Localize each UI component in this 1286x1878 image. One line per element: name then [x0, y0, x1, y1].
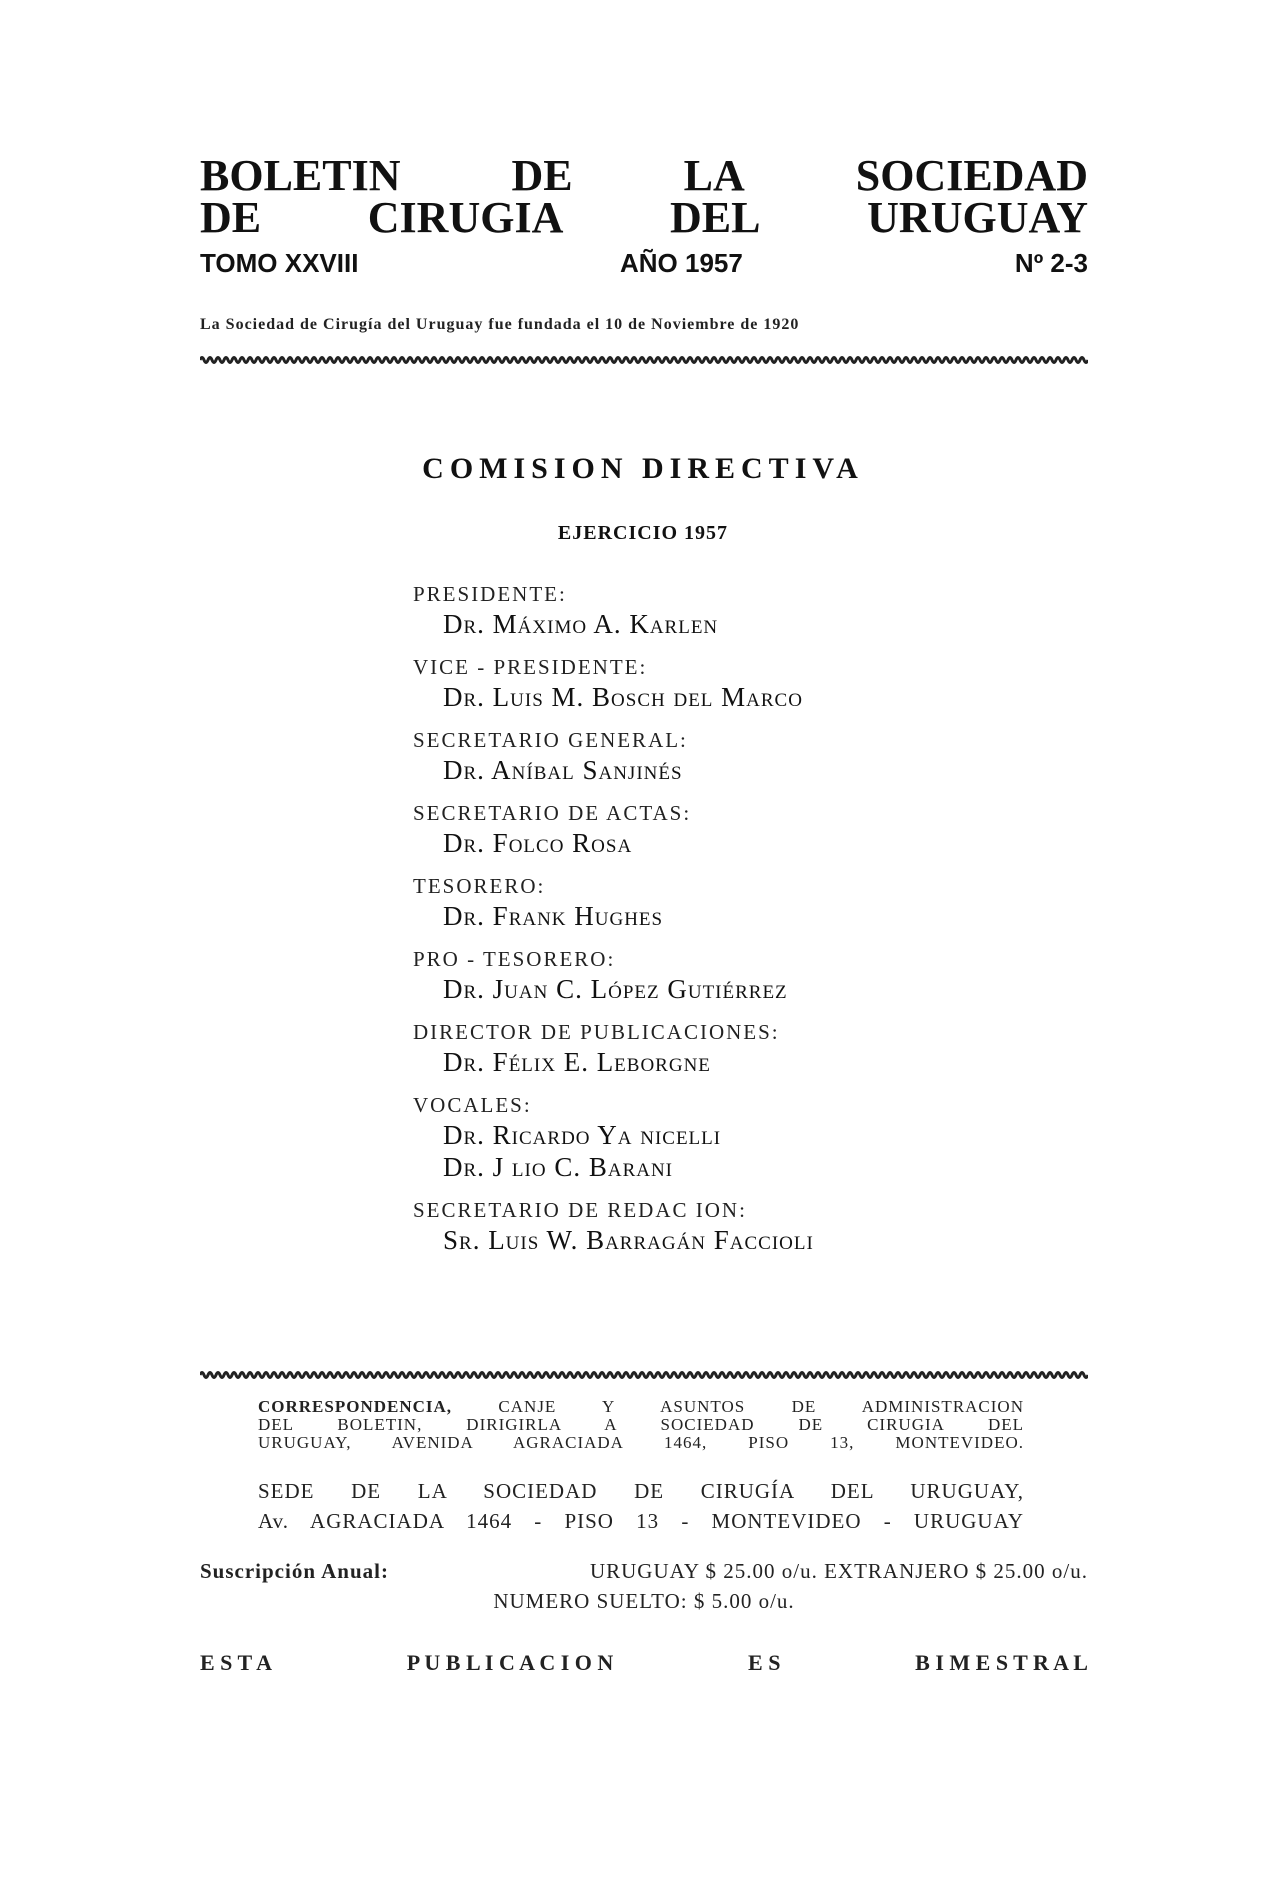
address-line: Av. AGRACIADA 1464 - PISO 13 - MONTEVIDEO - URUGUAY	[258, 1509, 1024, 1533]
officer-name: Dr. Ricardo Ya nicelli	[443, 1120, 722, 1150]
publication-frequency	[200, 1650, 1088, 1676]
officer-entry	[413, 653, 1113, 713]
frequency-word: B I M E S T R A L	[915, 1650, 1088, 1675]
officer-role: DIRECTOR DE PUBLICACIONES:	[413, 1020, 780, 1044]
correspondence-line	[258, 1398, 1024, 1416]
correspondence-line: URUGUAY, AVENIDA AGRACIADA 1464, PISO 13, MONTEVIDEO.	[258, 1433, 1024, 1452]
officer-name: Dr. Juan C. López Gutiérrez	[443, 974, 788, 1004]
officer-role: VICE - PRESIDENTE:	[413, 655, 648, 679]
title-word: BOLETIN	[200, 151, 401, 200]
frequency-word: P U B L I C A C I O N	[406, 1650, 614, 1675]
fiscal-year: EJERCICIO 1957	[557, 522, 729, 544]
officer-role: VOCALES:	[413, 1093, 532, 1117]
subscription-info	[200, 1556, 1088, 1616]
correspondence-text: CANJE Y ASUNTOS DE ADMINISTRACION	[498, 1397, 1024, 1416]
ornamental-rule-bottom	[200, 1369, 1088, 1381]
headquarters-address	[258, 1476, 1024, 1536]
issue-meta	[200, 248, 1088, 284]
year-label: AÑO 1957	[620, 248, 743, 278]
title-word: LA	[683, 151, 745, 200]
founding-note: La Sociedad de Cirugía del Uruguay fue fundada el 10 de Noviembre de 1920	[200, 316, 800, 333]
subscription-row	[200, 1556, 1088, 1586]
frequency-word: E S	[748, 1650, 781, 1675]
officer-name: Sr. Luis W. Barragán Faccioli	[443, 1225, 814, 1255]
officer-name: Dr. Folco Rosa	[443, 828, 633, 858]
officer-entry	[413, 726, 1113, 786]
officer-role: SECRETARIO DE ACTAS:	[413, 801, 692, 825]
officer-role: SECRETARIO DE REDAC ION:	[413, 1198, 747, 1222]
title-word: CIRUGIA	[367, 193, 564, 242]
address-line: SEDE DE LA SOCIEDAD DE CIRUGÍA DEL URUGUAY,	[258, 1479, 1024, 1503]
officer-entry	[413, 799, 1113, 859]
officer-role: SECRETARIO GENERAL:	[413, 728, 688, 752]
frequency-word: E S T A	[200, 1650, 272, 1675]
single-issue-price: NUMERO SUELTO: $ 5.00 o/u.	[493, 1589, 795, 1613]
commission-title: COMISION DIRECTIVA	[422, 452, 864, 485]
officer-name: Dr. Luis M. Bosch del Marco	[443, 682, 803, 712]
correspondence-lead: CORRESPONDENCIA,	[258, 1397, 453, 1416]
officer-name: Dr. Félix E. Leborgne	[443, 1047, 711, 1077]
officer-entry	[413, 580, 1113, 640]
correspondence-line: DEL BOLETIN, DIRIGIRLA A SOCIEDAD DE CIRUGIA DEL	[258, 1415, 1024, 1434]
ornamental-rule-top	[200, 354, 1088, 366]
title-word: SOCIEDAD	[855, 151, 1088, 200]
title-word: DE	[200, 193, 262, 242]
subscription-label: Suscripción Anual:	[200, 1559, 389, 1583]
officer-name: Dr. Aníbal Sanjinés	[443, 755, 683, 785]
officer-entry	[413, 945, 1113, 1005]
journal-title-line-2	[200, 192, 1088, 243]
officer-role: TESORERO:	[413, 874, 546, 898]
issue-number: Nº 2-3	[1014, 248, 1088, 278]
officer-name: Dr. J lio C. Barani	[443, 1152, 674, 1182]
correspondence-note	[258, 1398, 1024, 1452]
title-word: DE	[511, 151, 573, 200]
officer-role: PRESIDENTE:	[413, 582, 567, 606]
title-word: URUGUAY	[867, 193, 1088, 242]
officer-entry	[413, 1091, 1113, 1183]
officer-name: Dr. Frank Hughes	[443, 901, 664, 931]
officer-entry	[413, 1018, 1113, 1078]
officer-entry	[413, 1196, 1113, 1256]
officer-role: PRO - TESORERO:	[413, 947, 616, 971]
title-word: DEL	[670, 193, 761, 242]
subscription-prices: URUGUAY $ 25.00 o/u. EXTRANJERO $ 25.00 o/u.	[589, 1559, 1088, 1583]
officer-list	[413, 580, 1113, 1269]
officer-name: Dr. Máximo A. Karlen	[443, 609, 719, 639]
volume-label: TOMO XXVIII	[200, 248, 359, 278]
officer-entry	[413, 872, 1113, 932]
